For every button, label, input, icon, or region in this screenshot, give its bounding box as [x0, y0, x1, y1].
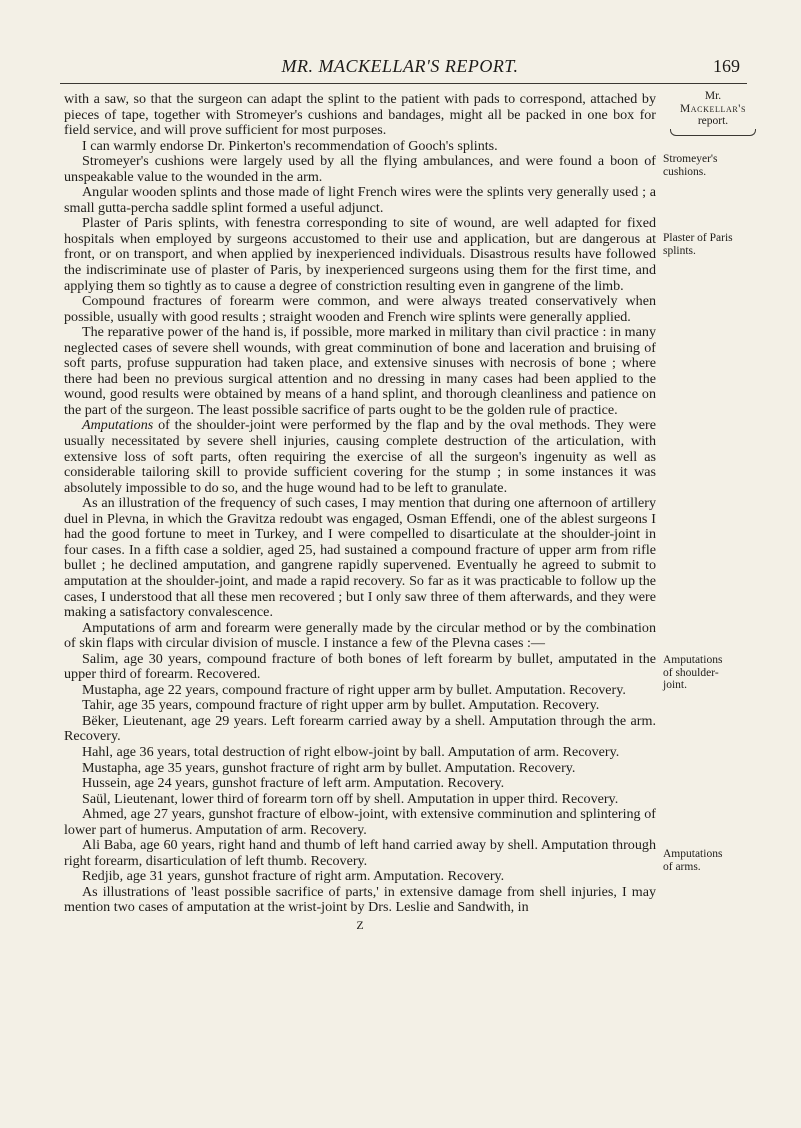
- paragraph: Bëker, Lieutenant, age 29 years. Left forearm carried away by a shell. Amputation through the arm. Recovery.: [64, 712, 656, 745]
- paragraph: I can warmly endorse Dr. Pinkerton's recommendation of Gooch's splints.: [82, 137, 498, 154]
- paragraph: Mustapha, age 22 years, compound fracture of right upper arm by bullet. Amputation. Recovery.: [82, 681, 626, 698]
- paragraph: Hussein, age 24 years, gunshot fracture of left arm. Amputation. Recovery.: [82, 775, 505, 792]
- margin-note-line: report.: [697, 115, 729, 127]
- signature-mark: Z: [356, 917, 364, 932]
- body-text: [64, 92, 656, 934]
- paragraph: with a saw, so that the surgeon can adapt the splint to the patient with pads to correspond, attached by pieces of tape, together with Stromeyer's cushions and bandages, might all be packed in one box for field service, and will prove sufficient for most purposes.: [64, 91, 656, 139]
- margin-note-plaster: [663, 232, 793, 257]
- paragraph: Tahir, age 35 years, compound fracture of right upper arm by bullet. Amputation. Recovery.: [82, 697, 600, 714]
- paragraph: As illustrations of 'least possible sacrifice of parts,' in extensive damage from shell injuries, I may mention two cases of amputation at the wrist-joint by Drs. Leslie and Sandwith, in: [64, 883, 656, 916]
- paragraph: Ahmed, age 27 years, gunshot fracture of elbow-joint, with extensive comminution and splintering of lower part of humerus. Amputation of arm. Recovery.: [64, 806, 656, 838]
- margin-note-line: splints.: [663, 244, 696, 257]
- brace-ornament: [670, 129, 756, 136]
- page-number: 169: [713, 56, 740, 76]
- running-title: MR. MACKELLAR'S REPORT.: [281, 56, 519, 76]
- paragraph: Salim, age 30 years, compound fracture of both bones of left forearm by bullet, amputated in the upper third of forearm. Recovered.: [64, 650, 656, 683]
- paragraph: Amputations of the shoulder-joint were performed by the flap and by the oval methods. They were usually necessitated by severe shell injuries, causing complete destruction of the articulation, with extensive loss of soft parts, often requiring the exercise of all the surgeon's ingenuity as well as considerable tailoring skill to provide sufficient covering for the stump ; in some instances it was absolutely impossible to do so, and the huge wound had to be left to granulate.: [64, 417, 656, 496]
- paragraph: As an illustration of the frequency of such cases, I may mention that during one afternoon of artillery duel in Plevna, in which the Gravitza redoubt was engaged, Osman Effendi, one of the ablest surgeons I had the good fortune to meet in Turkey, and I were compelled to disarticulate at the shoulder-joint in four cases. In a fifth case a soldier, aged 25, had sustained a compound fracture of upper arm from rifle bullet ; he declined amputation, and gangrene rapidly supervened. Eventually he agreed to submit to amputation at the shoulder-joint, and made a rapid recovery. So far as it was practicable to follow up the cases, I understood that all these men recovered ; but I only saw three of them afterwards, and they were making a satisfactory convalescence.: [64, 495, 656, 621]
- paragraph: Compound fractures of forearm were common, and were always treated conservatively when possible, usually with good results ; straight wooden and French wire splints were generally applied.: [64, 293, 656, 325]
- paragraph: Ali Baba, age 60 years, right hand and thumb of left hand carried away by shell. Amputation through right forearm, disarticulation of left thumb. Recovery.: [64, 837, 656, 869]
- margin-note-line: Stromeyer's: [663, 153, 718, 165]
- paragraph: Plaster of Paris splints, with fenestra corresponding to site of wound, are well adapted for fixed hospitals when employed by surgeons accustomed to their use and application, but are dangerous at front, or on transport, and when applied by inexperienced individuals. Disastrous results have followed the indiscriminate use of plaster of Paris, by inexperienced surgeons using them for the first time, and applying them so tightly as to cause a degree of constriction resulting even in gangrene of the limb.: [64, 215, 656, 294]
- margin-note-line: Mackellar's: [679, 102, 746, 115]
- margin-note-stromeyer: [663, 153, 793, 178]
- margin-note-mackellar: [663, 90, 763, 136]
- paragraph: Saül, Lieutenant, lower third of forearm torn off by shell. Amputation in upper third. Recovery.: [82, 790, 619, 807]
- paragraph: The reparative power of the hand is, if possible, more marked in military than civil practice : in many neglected cases of severe shell wounds, with great comminution of bone and laceration and bruising of soft parts, profuse suppuration had taken place, and extensive sinuses with necrosis of bone ; where there had been no previous surgical attention and no dressing in many cases had been applied to the wound, good results were obtained by means of a hand splint, and thorough cleanliness and patience on the part of the surgeon. The least possible sacrifice of parts ought to be the golden rule of practice.: [64, 324, 656, 418]
- paragraph: Hahl, age 36 years, total destruction of right elbow-joint by ball. Amputation of arm. Recovery.: [82, 743, 620, 760]
- paragraph: Amputations of arm and forearm were generally made by the circular method or by the combination of skin flaps with circular division of muscle. I instance a few of the Plevna cases :—: [64, 619, 656, 652]
- margin-note-line: joint.: [663, 679, 687, 691]
- margin-note-shoulder: [663, 654, 793, 692]
- margin-note-line: cushions.: [663, 165, 707, 178]
- paragraph: Stromeyer's cushions were largely used by all the flying ambulances, and were found a boon of unspeakable value to the wounded in the arm.: [64, 153, 656, 185]
- margin-note-line: Amputations: [663, 654, 723, 666]
- running-header: [60, 56, 740, 78]
- paragraph: Angular wooden splints and those made of light French wires were the splints very generally used ; a small gutta-percha saddle splint formed a useful adjunct.: [64, 184, 656, 216]
- paragraph: Redjib, age 31 years, gunshot fracture of right arm. Amputation. Recovery.: [82, 868, 505, 885]
- margin-note-line: Mr.: [704, 90, 722, 102]
- paragraph: Mustapha, age 35 years, gunshot fracture of right arm by bullet. Amputation. Recovery.: [82, 759, 576, 776]
- margin-note-line: Amputations: [663, 848, 723, 860]
- margin-note-arms: [663, 848, 793, 873]
- header-rule: [60, 83, 747, 84]
- margin-note-line: of shoulder-: [663, 666, 719, 679]
- margin-note-line: of arms.: [663, 860, 701, 873]
- margin-note-line: Plaster of Paris: [663, 232, 733, 244]
